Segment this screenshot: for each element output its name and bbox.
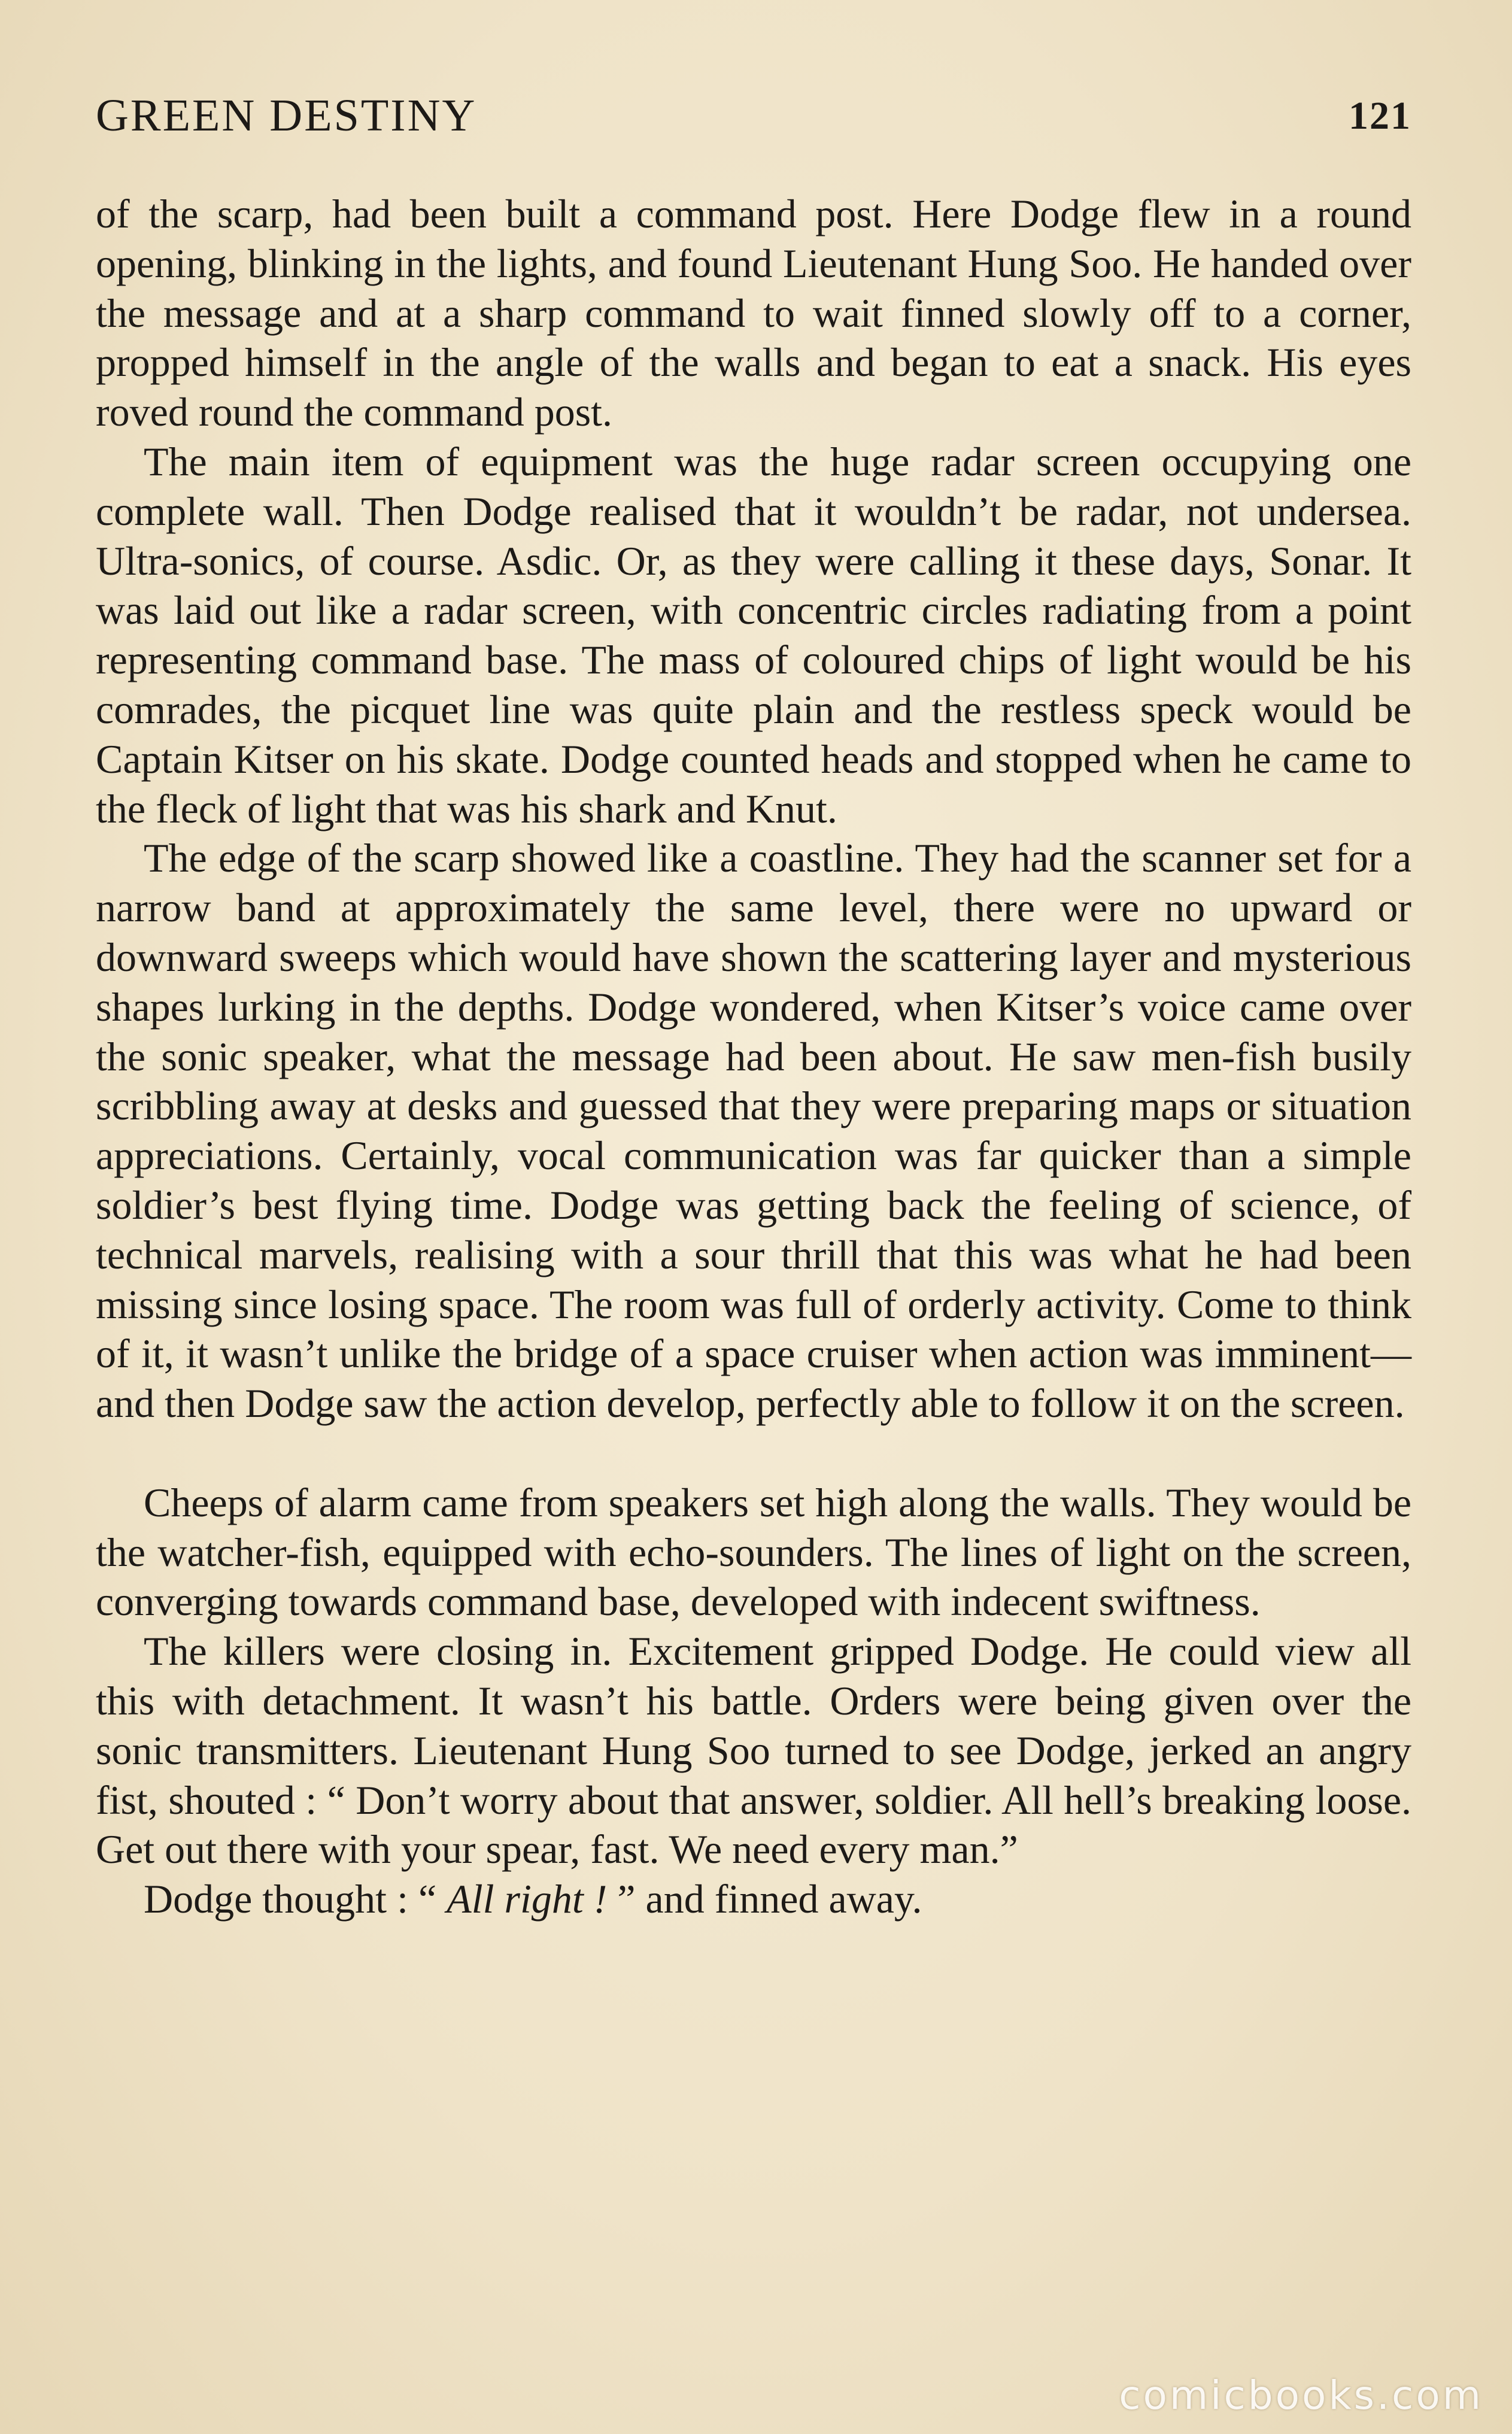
paragraph-1: of the scarp, had been built a command post. Here Dodge flew in a round opening, blinking in the lights, and found Lieutenant Hung Soo. He handed over the message and at a sharp command to wait finned slowly off to a corner, propped himself in the angle of the walls and began to eat a snack. His eyes roved round the command post.	[96, 191, 1411, 435]
paragraph-2: The main item of equipment was the huge radar screen occupying one complete wall. Then Dodge realised that it wouldn’t be radar, not undersea. Ultra-sonics, of course. Asdic. Or, as they were calling it these days, Sonar. It was laid out like a radar screen, with concentric circles radiating from a point representing command base. The mass of coloured chips of light would be his comrades, the picquet line was quite plain and the restless speck would be Captain Kitser on his skate. Dodge counted heads and stopped when he came to the fleck of light that was his shark and Knut.	[96, 438, 1411, 831]
paragraph-4: Cheeps of alarm came from speakers set high along the walls. They would be the watcher-fish, equipped with echo-sounders. The lines of light on the screen, converging towards command base, developed with indecent swiftness.	[96, 1479, 1411, 1625]
paragraph-6-lead: Dodge thought : “	[144, 1876, 447, 1922]
paragraph-3: The edge of the scarp showed like a coastline. They had the scanner set for a narrow band at approximately the same level, there were no upward or downward sweeps which would have shown the scattering layer and mysterious shapes lurking in the depths. Dodge wondered, when Kitser’s voice came over the sonic speaker, what the message had been about. He saw men-fish busily scribbling away at desks and guessed that they were preparing maps or situation appreciations. Certainly, vocal communication was far quicker than a simple soldier’s best flying time. Dodge was getting back the feeling of science, of technical marvels, realising with a sour thrill that this was what he had been missing since losing space. The room was full of orderly activity. Come to think of it, it wasn’t unlike the bridge of a space cruiser when action was imminent—and then Dodge saw the action develop, perfectly able to follow it on the screen.	[96, 835, 1411, 1427]
running-title: GREEN DESTINY	[96, 90, 477, 141]
page-number: 121	[1349, 94, 1411, 138]
paragraph-5: The killers were closing in. Excitement gripped Dodge. He could view all this with detachment. It wasn’t his battle. Orders were being given over the sonic transmitters. Lieutenant Hung Soo turned to see Dodge, jerked an angry fist, shouted : “ Don’t worry about that answer, soldier. All hell’s breaking loose. Get out there with your spear, fast. We need every man.”	[96, 1628, 1411, 1872]
body-text	[96, 189, 1411, 1924]
paragraph-6-tail: ” and finned away.	[607, 1876, 922, 1922]
site-watermark: comicbooks.com	[1119, 2372, 1483, 2418]
section-break	[96, 1428, 1411, 1478]
paragraph-6-italic: All right !	[447, 1876, 608, 1922]
running-head	[96, 90, 1411, 144]
paragraph-6	[96, 1874, 1411, 1924]
